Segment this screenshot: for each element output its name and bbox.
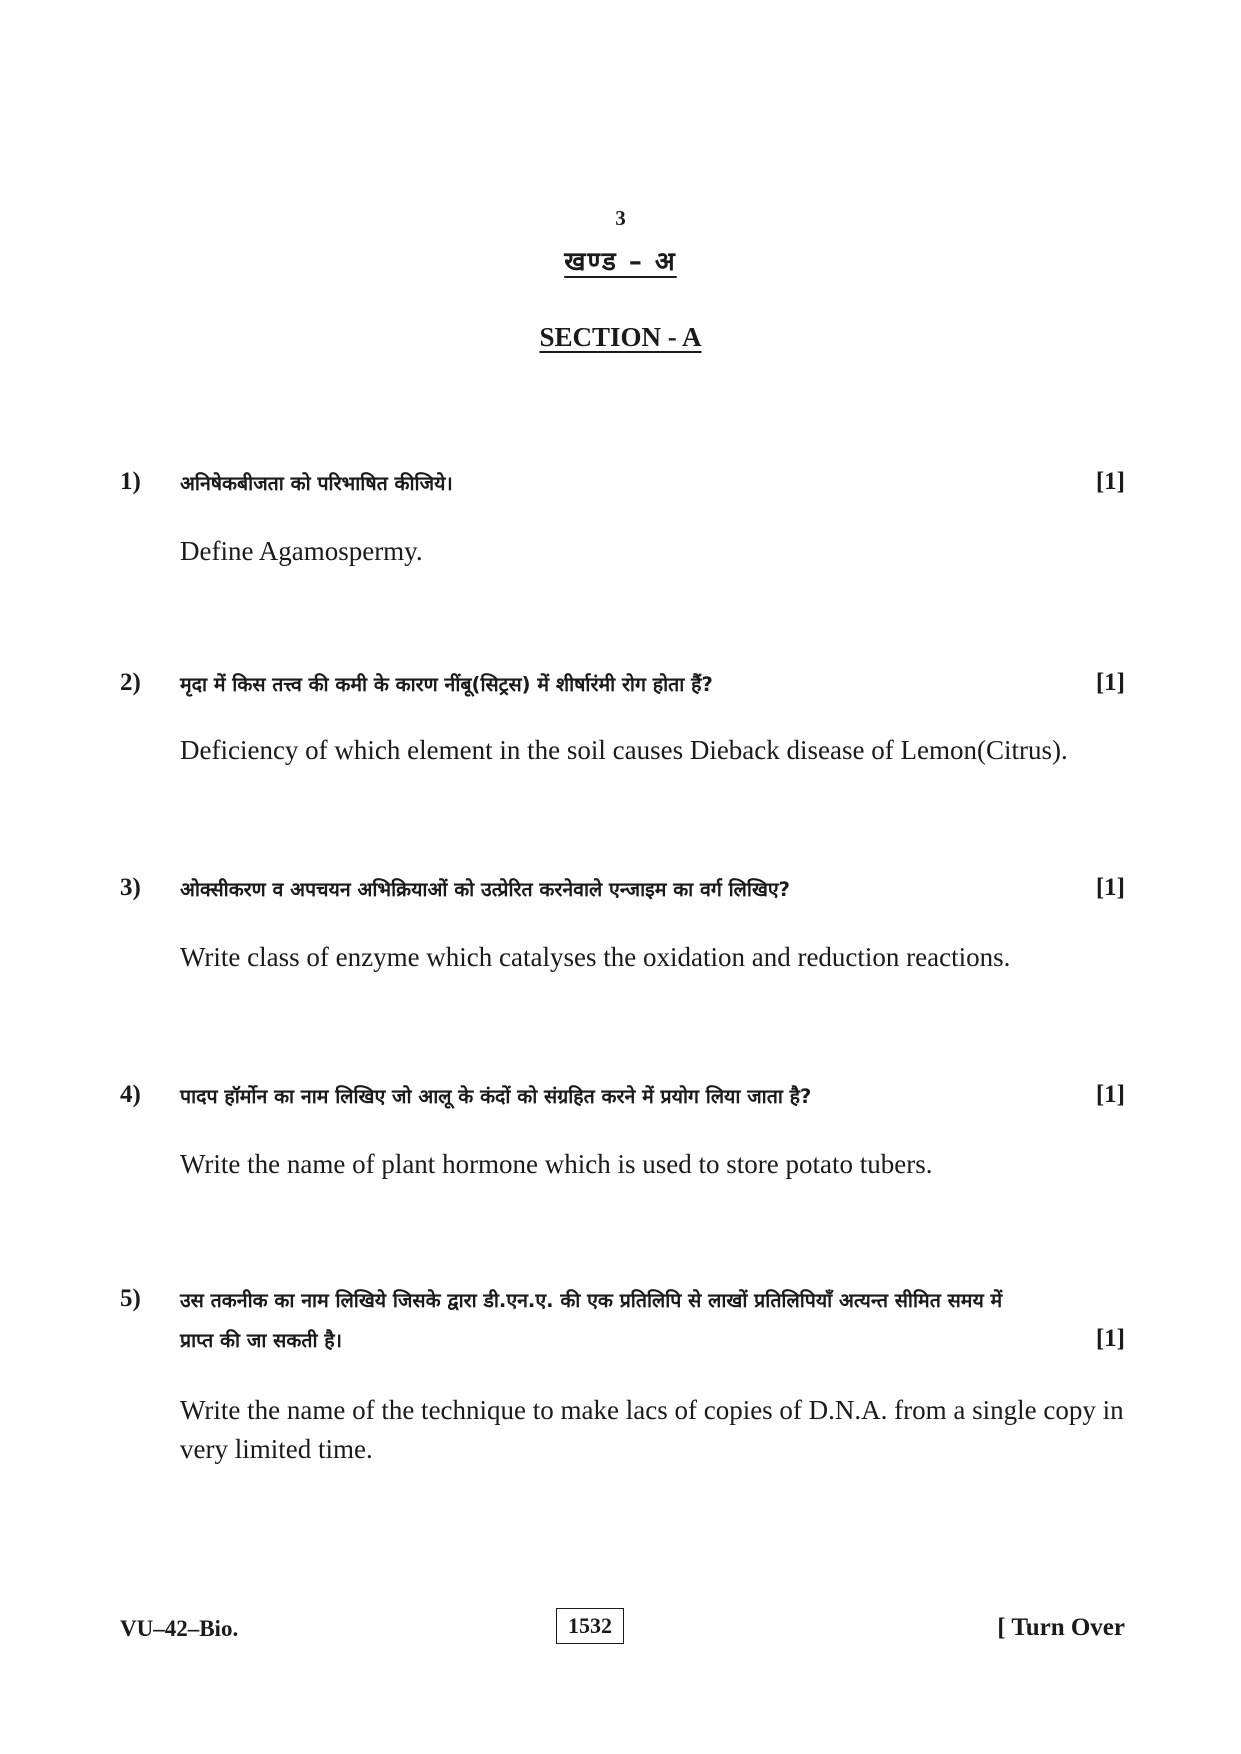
- hindi-section-heading: [0, 242, 1241, 278]
- turn-over-label: [ Turn Over: [997, 1614, 1125, 1641]
- question-hindi-text: ओक्सीकरण व अपचयन अभिक्रियाओं को उत्प्रेरित करनेवाले एन्जाइम का वर्ग लिखिए?: [180, 878, 790, 901]
- question-marks: [1]: [1095, 1325, 1125, 1352]
- question-marks: [1]: [1095, 468, 1125, 495]
- question-hindi-text: उस तकनीक का नाम लिखिये जिसके द्वारा डी.एन.ए. की एक प्रतिलिपि से लाखों प्रतिलिपियाँ अत्यन्त सीमित समय में प्राप्त की जा सकती है।: [180, 1289, 1003, 1352]
- question-number: 2): [120, 669, 141, 696]
- question-english-text: Deficiency of which element in the soil causes Dieback disease of Lemon(Citrus).: [180, 735, 1068, 765]
- question-number: 5): [120, 1285, 141, 1312]
- question-marks: [1]: [1095, 1081, 1125, 1108]
- question-number: 3): [120, 874, 141, 901]
- question-english-text: Write class of enzyme which catalyses the oxidation and reduction reactions.: [180, 942, 1011, 972]
- question-english-text: Define Agamospermy.: [180, 536, 423, 566]
- question-english-text: Write the name of the technique to make lacs of copies of D.N.A. from a single copy in very limited time.: [180, 1395, 1124, 1464]
- question-hindi-text: मृदा में किस तत्त्व की कमी के कारण नींबू(सिट्रस) में शीर्षारंमी रोग होता हैं?: [180, 673, 713, 696]
- serial-number-box: 1532: [556, 1608, 624, 1644]
- question-number: 1): [120, 468, 141, 495]
- hindi-section-heading-text: खण्ड – अ: [564, 247, 677, 277]
- question-hindi-text: पादप हॉर्मोन का नाम लिखिए जो आलू के कंदों को संग्रहित करने में प्रयोग लिया जाता है?: [180, 1085, 812, 1108]
- section-heading: [0, 322, 1241, 353]
- question-hindi-text: अनिषेकबीजता को परिभाषित कीजिये।: [180, 472, 453, 495]
- question-marks: [1]: [1095, 669, 1125, 696]
- question-marks: [1]: [1095, 874, 1125, 901]
- page-number: 3: [615, 206, 626, 230]
- question-number: 4): [120, 1081, 141, 1108]
- section-heading-text: SECTION - A: [539, 322, 702, 352]
- paper-code: VU–42–Bio.: [120, 1616, 239, 1641]
- question-english-text: Write the name of plant hormone which is used to store potato tubers.: [180, 1149, 933, 1179]
